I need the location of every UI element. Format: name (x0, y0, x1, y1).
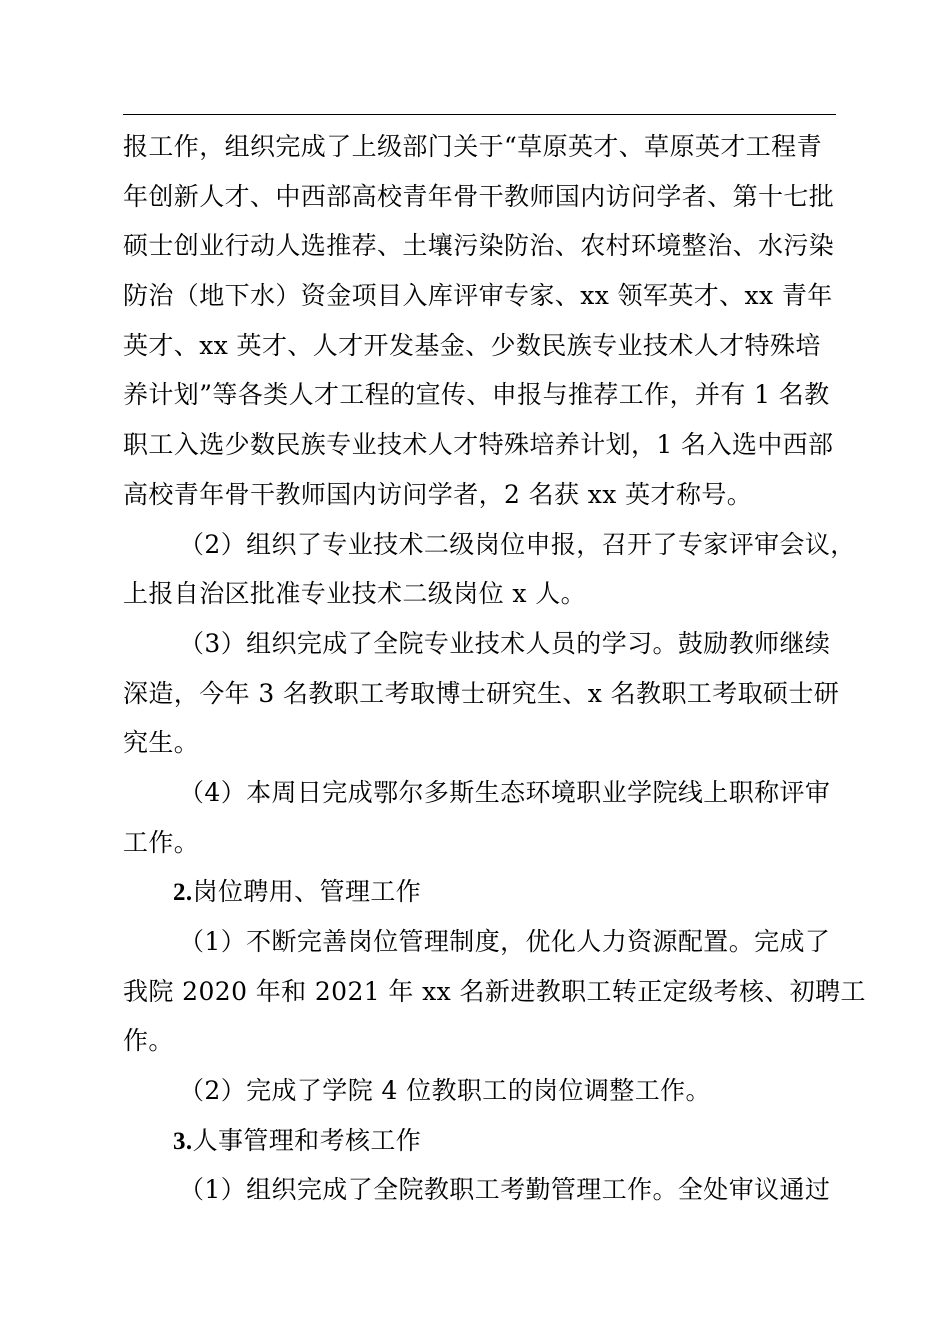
paragraph-line: （2）完成了学院 4 位教职工的岗位调整工作。 (179, 1076, 711, 1106)
paragraph-line: （1）组织完成了全院教职工考勤管理工作。全处审议通过 (179, 1175, 831, 1205)
paragraph-line: 年创新人才、中西部高校青年骨干教师国内访问学者、第十七批 (123, 181, 835, 211)
paragraph-line: 高校青年骨干教师国内访问学者，2 名获 xx 英才称号。 (123, 479, 753, 509)
paragraph-line: （1）不断完善岗位管理制度，优化人力资源配置。完成了 (179, 927, 831, 956)
paragraph-line: 防治（地下水）资金项目入库评审专家、xx 领军英才、xx 青年 (123, 281, 833, 311)
section-heading (123, 1116, 863, 1166)
section-heading-text: 岗位聘用、管理工作 (192, 877, 422, 907)
paragraph-line: （2）组织了专业技术二级岗位申报，召开了专家评审会议， (179, 529, 856, 559)
body-text (123, 122, 866, 1215)
header-rule (123, 114, 836, 115)
paragraph-line: 究生。 (123, 728, 200, 758)
paragraph-line: 养计划”等各类人才工程的宣传、申报与推荐工作，并有 1 名教 (123, 380, 830, 410)
paragraph-line: 我院 2020 年和 2021 年 xx 名新进教职工转正定级考核、初聘工 (123, 976, 866, 1006)
paragraph-line: （4）本周日完成鄂尔多斯生态环境职业学院线上职称评审 (179, 777, 831, 807)
section-heading-number: 2. (173, 879, 193, 907)
section-heading-text: 人事管理和考核工作 (192, 1125, 422, 1155)
paragraph-line: 工作。 (123, 827, 200, 857)
section-heading-number: 3. (173, 1127, 193, 1155)
paragraph-line: （3）组织完成了全院专业技术人员的学习。鼓励教师继续 (179, 628, 831, 658)
paragraph-line: 深造，今年 3 名教职工考取博士研究生、x 名教职工考取硕士研 (123, 678, 840, 708)
paragraph-line: 英才、xx 英才、人才开发基金、少数民族专业技术人才特殊培 (123, 330, 821, 360)
paragraph-line: 上报自治区批准专业技术二级岗位 x 人。 (123, 579, 586, 609)
paragraph-line: 作。 (123, 1026, 174, 1056)
paragraph-line: 硕士创业行动人选推荐、土壤污染防治、农村环境整治、水污染 (123, 231, 835, 261)
paragraph-line: 职工入选少数民族专业技术人才特殊培养计划，1 名入选中西部 (123, 430, 834, 460)
section-heading (123, 867, 863, 917)
paragraph-line: 报工作，组织完成了上级部门关于“草原英才、草原英才工程青 (123, 132, 822, 161)
